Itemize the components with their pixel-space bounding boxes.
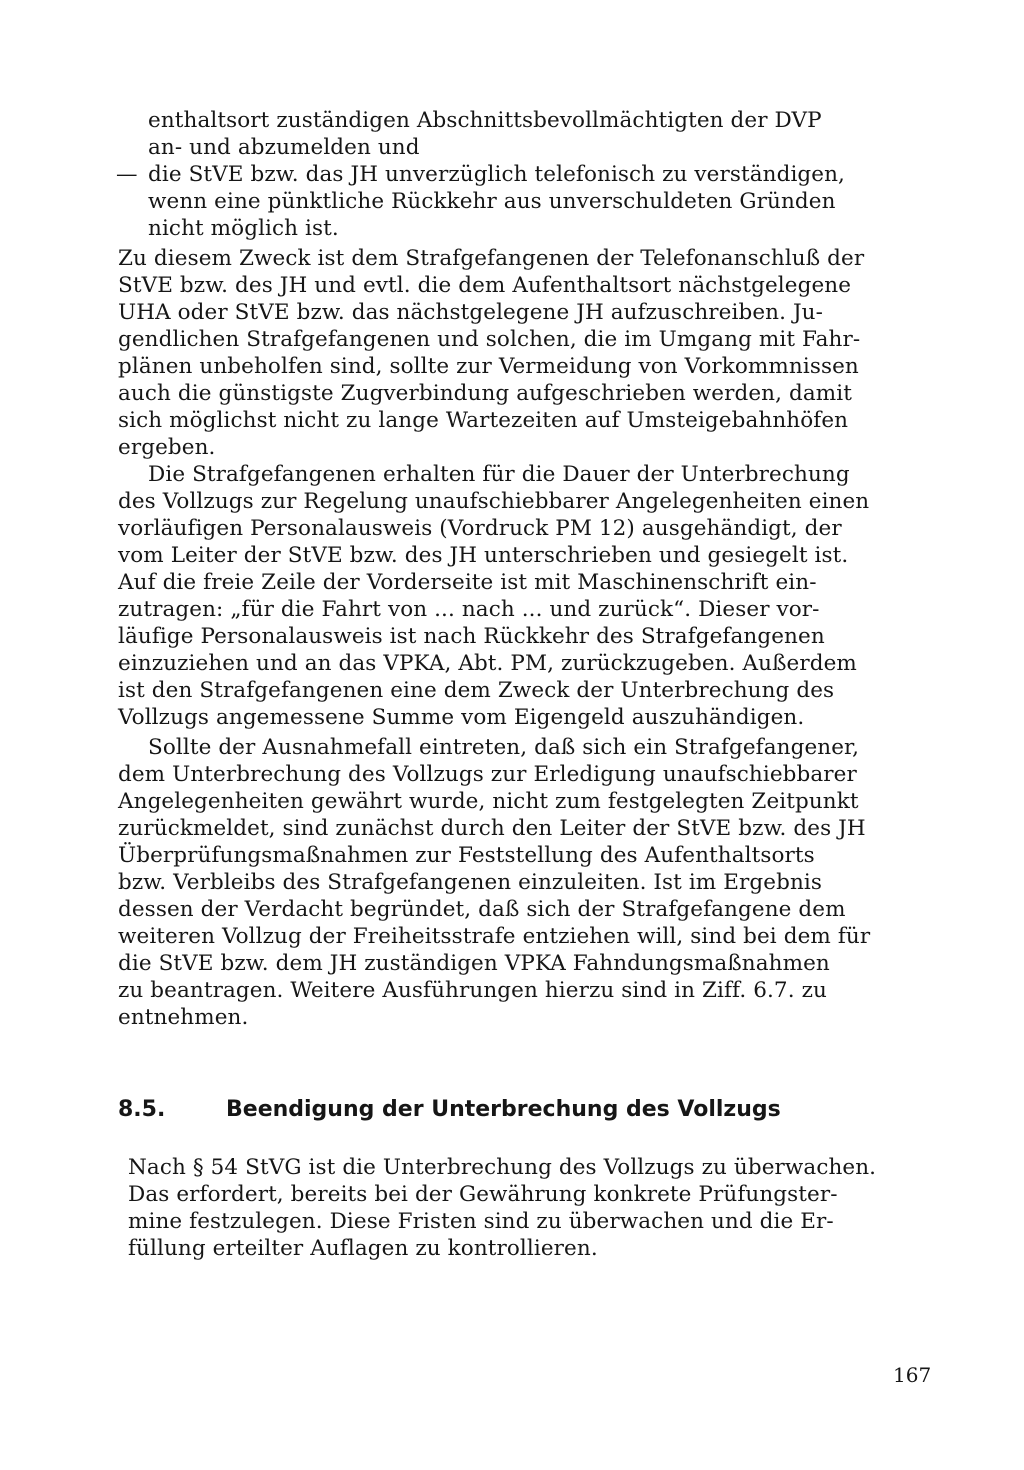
para3-line-6: bzw. Verbleibs des Strafgefangenen einzuleiten. Ist im Ergebnis	[118, 870, 823, 895]
para2-line-2: des Vollzugs zur Regelung unaufschiebbarer Angelegenheiten einen	[118, 489, 870, 514]
list-item-line-2: wenn eine pünktliche Rückkehr aus unverschuldeten Gründen	[148, 189, 836, 214]
para3-line-10: zu beantragen. Weitere Ausführungen hierzu sind in Ziff. 6.7. zu	[118, 978, 827, 1003]
para2-line-3: vorläufigen Personalausweis (Vordruck PM 12) ausgehändigt, der	[118, 516, 842, 541]
para1-line-6: auch die günstigste Zugverbindung aufgeschrieben werden, damit	[118, 381, 852, 406]
para3-line-5: Überprüfungsmaßnahmen zur Feststellung des Aufenthaltsorts	[118, 843, 815, 868]
section-number: 8.5.	[118, 1097, 166, 1122]
para2-line-9: ist den Strafgefangenen eine dem Zweck der Unterbrechung des	[118, 678, 835, 703]
para4-line-2: Das erfordert, bereits bei der Gewährung konkrete Prüfungster-	[128, 1182, 838, 1207]
para1-line-1: Zu diesem Zweck ist dem Strafgefangenen der Telefonanschluß der	[118, 246, 865, 271]
para3-line-2: dem Unterbrechung des Vollzugs zur Erledigung unaufschiebbarer	[118, 762, 857, 787]
para3-line-1: Sollte der Ausnahmefall eintreten, daß sich ein Strafgefangener,	[148, 735, 860, 760]
para1-line-3: UHA oder StVE bzw. das nächstgelegene JH aufzuschreiben. Ju-	[118, 300, 823, 325]
page-number: 167	[893, 1363, 932, 1387]
para4-line-1: Nach § 54 StVG ist die Unterbrechung des Vollzugs zu überwachen.	[128, 1155, 877, 1180]
para2-line-6: zutragen: „für die Fahrt von ... nach ... und zurück“. Dieser vor-	[118, 597, 820, 622]
para2-line-5: Auf die freie Zeile der Vorderseite ist mit Maschinenschrift ein-	[118, 570, 817, 595]
para1-line-4: gendlichen Strafgefangenen und solchen, die im Umgang mit Fahr-	[118, 327, 861, 352]
para4-line-4: füllung erteilter Auflagen zu kontrollieren.	[128, 1236, 598, 1261]
para3-line-8: weiteren Vollzug der Freiheitsstrafe entziehen will, sind bei dem für	[118, 924, 871, 949]
para2-line-1: Die Strafgefangenen erhalten für die Dauer der Unterbrechung	[148, 462, 850, 487]
list-item-line-3: nicht möglich ist.	[148, 216, 339, 241]
continuation-line-1: enthaltsort zuständigen Abschnittsbevollmächtigten der DVP	[148, 108, 822, 133]
list-dash: —	[116, 162, 138, 187]
section-title: Beendigung der Unterbrechung des Vollzugs	[226, 1097, 781, 1122]
para1-line-7: sich möglichst nicht zu lange Wartezeiten auf Umsteigebahnhöfen	[118, 408, 849, 433]
para4-line-3: mine festzulegen. Diese Fristen sind zu überwachen und die Er-	[128, 1209, 834, 1234]
continuation-line-2: an- und abzumelden und	[148, 135, 420, 160]
para2-line-8: einzuziehen und an das VPKA, Abt. PM, zurückzugeben. Außerdem	[118, 651, 857, 676]
para3-line-4: zurückmeldet, sind zunächst durch den Leiter der StVE bzw. des JH	[118, 816, 866, 841]
para1-line-5: plänen unbeholfen sind, sollte zur Vermeidung von Vorkommnissen	[118, 354, 859, 379]
para2-line-10: Vollzugs angemessene Summe vom Eigengeld auszuhändigen.	[118, 705, 805, 730]
para2-line-4: vom Leiter der StVE bzw. des JH unterschrieben und gesiegelt ist.	[118, 543, 849, 568]
list-item-line-1: die StVE bzw. das JH unverzüglich telefonisch zu verständigen,	[148, 162, 845, 187]
para3-line-9: die StVE bzw. dem JH zuständigen VPKA Fahndungsmaßnahmen	[118, 951, 830, 976]
para3-line-3: Angelegenheiten gewährt wurde, nicht zum festgelegten Zeitpunkt	[118, 789, 859, 814]
para1-line-2: StVE bzw. des JH und evtl. die dem Aufenthaltsort nächstgelegene	[118, 273, 852, 298]
para3-line-7: dessen der Verdacht begründet, daß sich der Strafgefangene dem	[118, 897, 846, 922]
para2-line-7: läufige Personalausweis ist nach Rückkehr des Strafgefangenen	[118, 624, 825, 649]
para1-line-8: ergeben.	[118, 435, 216, 460]
para3-line-11: entnehmen.	[118, 1005, 249, 1030]
